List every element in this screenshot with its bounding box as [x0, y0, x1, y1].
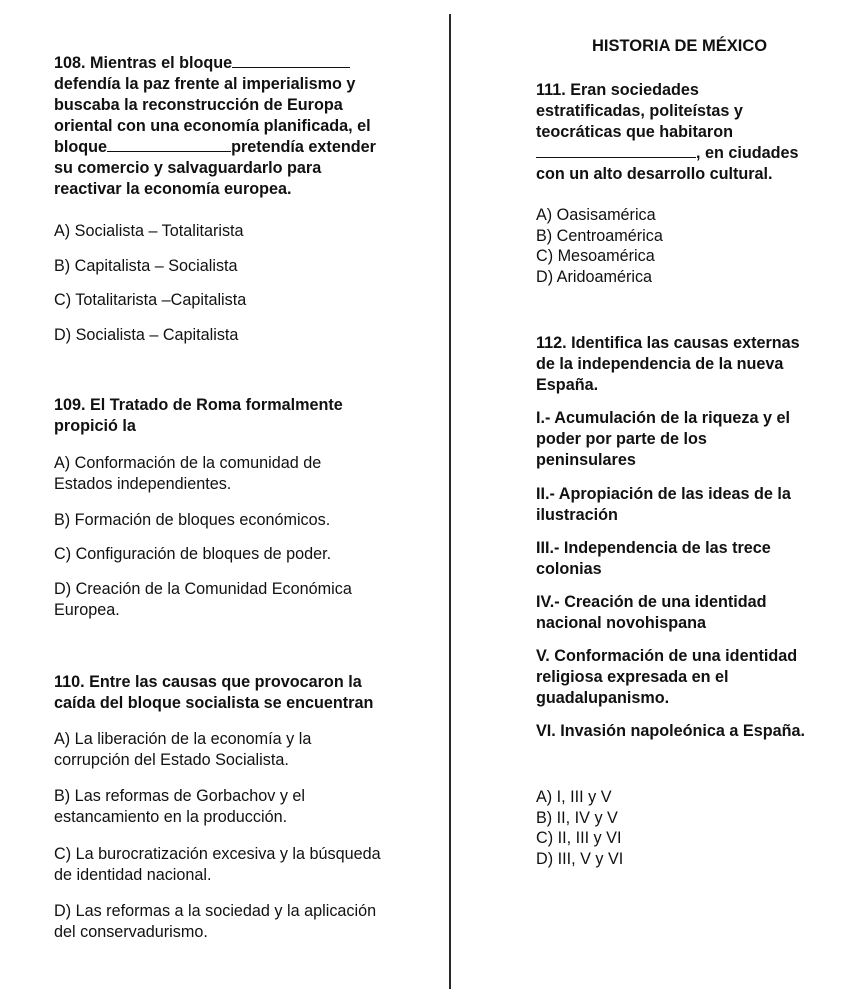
q110-stem-line: caída del bloque socialista se encuentran — [54, 694, 374, 712]
q112-stem-line: de la independencia de la nueva — [536, 355, 784, 373]
question-109-stem — [54, 395, 343, 437]
q112-item-line: nacional novohispana — [536, 614, 707, 632]
q109-stem-line: 109. El Tratado de Roma formalmente — [54, 396, 343, 414]
answer-blank — [107, 137, 231, 152]
q110-option-line: estancamiento en la producción. — [54, 808, 288, 826]
q108-stem-line: defendía la paz frente al imperialismo y — [54, 75, 356, 93]
column-divider — [449, 14, 451, 989]
q112-item-i — [536, 408, 790, 471]
q111-option-b: B) Centroamérica — [536, 226, 663, 245]
q108-stem-line: reactivar la economía europea. — [54, 180, 292, 198]
q108-option-c: C) Totalitarista –Capitalista — [54, 291, 247, 309]
q109-option-b: B) Formación de bloques económicos. — [54, 511, 331, 529]
q110-option-a — [54, 729, 311, 771]
q110-stem-line: 110. Entre las causas que provocaron la — [54, 673, 362, 691]
q111-stem-line: teocráticas que habitaron — [536, 123, 734, 141]
q112-option-b: B) II, IV y V — [536, 808, 618, 827]
q110-option-line: B) Las reformas de Gorbachov y el — [54, 787, 306, 805]
q109-option-line: Europea. — [54, 601, 120, 619]
q108-stem-line: 108. Mientras el bloque — [54, 54, 233, 72]
question-111-stem — [536, 80, 799, 185]
q112-item-line: IV.- Creación de una identidad — [536, 593, 767, 611]
q112-item-line: guadalupanismo. — [536, 689, 670, 707]
q108-stem-line: pretendía extender — [231, 138, 376, 156]
q108-stem-line: oriental con una economía planificada, el — [54, 117, 371, 135]
q109-stem-line: propició la — [54, 417, 136, 435]
q111-option-c: C) Mesoamérica — [536, 247, 655, 266]
q110-option-line: de identidad nacional. — [54, 866, 212, 884]
q112-item-line: II.- Apropiación de las ideas de la — [536, 485, 791, 503]
q112-option-c: C) II, III y VI — [536, 829, 622, 848]
q110-option-b — [54, 786, 305, 828]
q110-option-c — [54, 844, 381, 886]
q108-option-b: B) Capitalista – Socialista — [54, 257, 238, 275]
q112-item-line: ilustración — [536, 506, 618, 524]
answer-blank — [536, 143, 696, 158]
q108-option-a: A) Socialista – Totalitarista — [54, 222, 244, 240]
q112-item-line: III.- Independencia de las trece — [536, 539, 771, 557]
q110-option-d — [54, 901, 376, 943]
q112-option-d: D) III, V y VI — [536, 850, 624, 869]
q112-item-line: colonias — [536, 560, 602, 578]
q108-stem-line: bloque — [54, 138, 108, 156]
answer-blank — [232, 53, 350, 68]
q112-options — [536, 787, 623, 870]
question-108-stem — [54, 53, 376, 200]
page-title: HISTORIA DE MÉXICO — [592, 37, 768, 55]
q112-option-a: A) I, III y V — [536, 788, 612, 806]
q109-option-c: C) Configuración de bloques de poder. — [54, 545, 332, 563]
q109-option-line: D) Creación de la Comunidad Económica — [54, 580, 352, 598]
q112-stem-line: 112. Identifica las causas externas — [536, 334, 800, 352]
q111-stem-line: 111. Eran sociedades — [536, 81, 699, 99]
q110-option-line: D) Las reformas a la sociedad y la aplicación — [54, 902, 377, 920]
q110-option-line: C) La burocratización excesiva y la búsqueda — [54, 845, 381, 863]
q109-option-d — [54, 579, 352, 621]
q112-item-ii — [536, 484, 791, 526]
question-112-stem — [536, 333, 800, 396]
q109-option-line: Estados independientes. — [54, 475, 232, 493]
q112-item-line: poder por parte de los — [536, 430, 707, 448]
q111-stem-line: estratificadas, politeístas y — [536, 102, 743, 120]
q111-stem-line: con un alto desarrollo cultural. — [536, 165, 773, 183]
q109-option-line: A) Conformación de la comunidad de — [54, 454, 322, 472]
q109-option-a — [54, 453, 321, 495]
q112-item-line: peninsulares — [536, 451, 636, 469]
q110-option-line: A) La liberación de la economía y la — [54, 730, 312, 748]
q108-stem-line: su comercio y salvaguardarlo para — [54, 159, 322, 177]
q112-item-v — [536, 646, 797, 709]
q111-options — [536, 205, 663, 288]
q112-stem-line: España. — [536, 376, 599, 394]
q111-stem-line: , en ciudades — [696, 144, 799, 162]
q112-item-line: I.- Acumulación de la riqueza y el — [536, 409, 790, 427]
q108-option-d: D) Socialista – Capitalista — [54, 326, 239, 344]
q111-option-a: A) Oasisamérica — [536, 206, 656, 224]
q112-item-line: religiosa expresada en el — [536, 668, 729, 686]
q112-item-iii — [536, 538, 771, 580]
q112-item-iv — [536, 592, 767, 634]
q110-option-line: corrupción del Estado Socialista. — [54, 751, 289, 769]
q108-stem-line: buscaba la reconstrucción de Europa — [54, 96, 343, 114]
q112-item-line: V. Conformación de una identidad — [536, 647, 798, 665]
q111-option-d: D) Aridoamérica — [536, 268, 653, 287]
q110-option-line: del conservadurismo. — [54, 923, 208, 941]
question-110-stem — [54, 672, 373, 714]
q112-item-vi: VI. Invasión napoleónica a España. — [536, 722, 805, 740]
